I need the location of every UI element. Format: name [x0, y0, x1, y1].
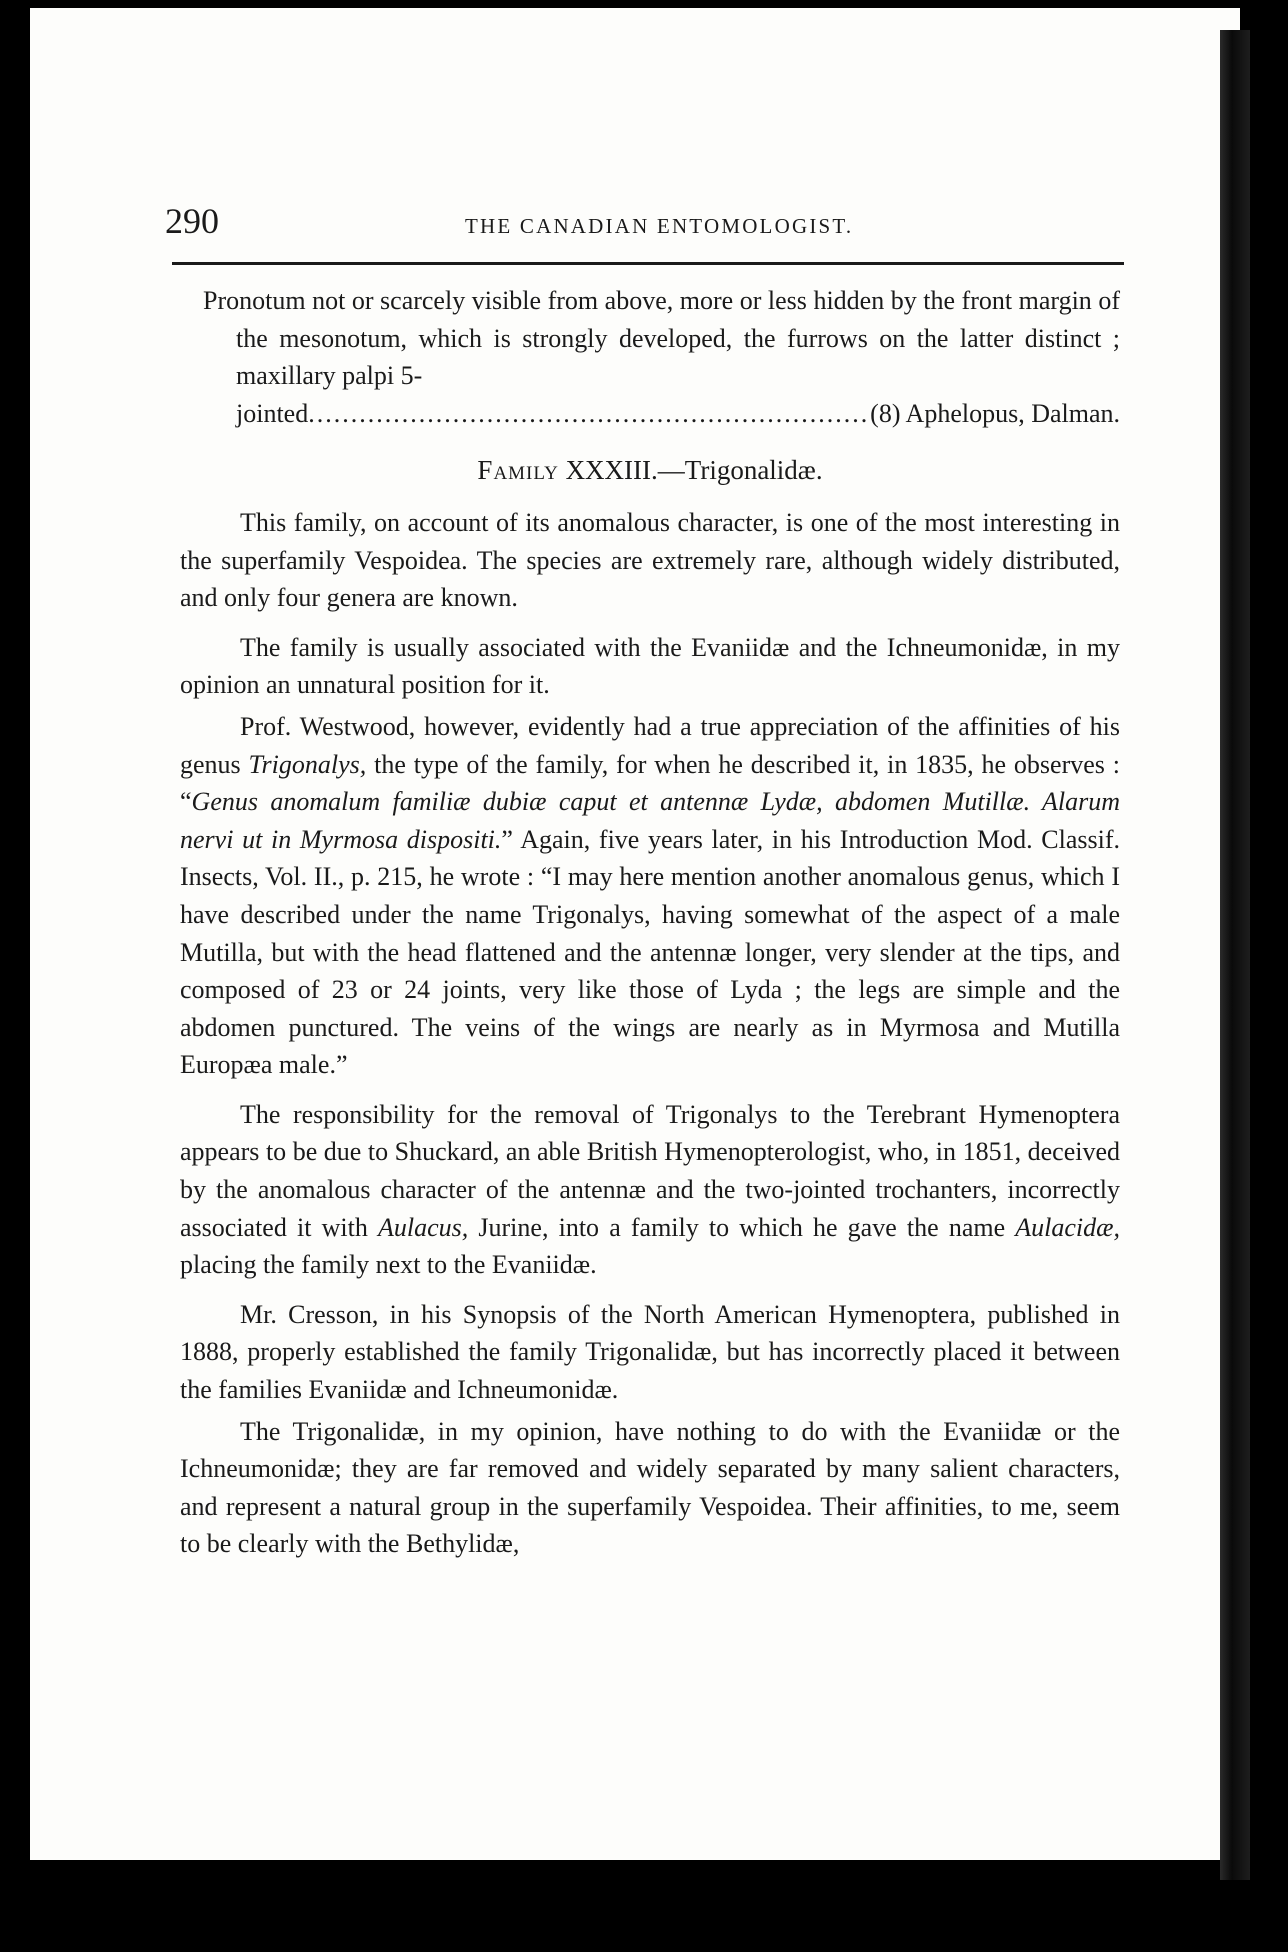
family-heading-rest: XXXIII.—Trigonalidæ.	[558, 455, 823, 486]
paragraph-4-italic-aulacus: Aulacus,	[377, 1212, 469, 1242]
page-number: 290	[165, 201, 219, 241]
paragraph-4-part-a: The responsibility for the removal of Trigonalys to the Terebrant Hymenoptera appears to be due to Shuckard, an able British Hymenopterologist, who, in 1851, deceived by the anomalous character of the antennæ and the two-jointed trochanters, incorrectly associated it with	[180, 1099, 1120, 1242]
family-heading	[180, 452, 1120, 490]
paragraph-3-part-a: Prof. Westwood, however, evidently had a true appreciation of the affinities of his genus	[180, 711, 1120, 779]
paragraph-3-latin-quote: Genus anomalum familiæ dubiæ caput et antennæ Lydæ, abdomen Mutillæ. Alarum nervi ut in Myrmosa dispositi.	[180, 787, 1120, 854]
paragraph-4-italic-aulacidae: Aulacidæ,	[1015, 1212, 1120, 1242]
paragraph-5: Mr. Cresson, in his Synopsis of the North American Hymenoptera, published in 1888, properly established the family Trigonalidæ, but has incorrectly placed it between the families Evaniidæ and Ichneumonidæ.	[180, 1299, 1120, 1405]
paragraph-6: The Trigonalidæ, in my opinion, have nothing to do with the Evaniidæ or the Ichneumonidæ; they are far removed and widely separated by many salient characters, and represent a natural group in the superfamily Vespoidea. Their affinities, to me, seem to be clearly with the Bethylidæ,	[180, 1416, 1120, 1559]
page-header	[165, 200, 1125, 250]
key-entry-result: (8) Aphelopus, Dalman.	[870, 398, 1120, 428]
header-rule	[172, 262, 1124, 265]
key-entry-result-line	[180, 395, 1120, 433]
paragraph-3-part-e: ” Again, five years later, in his Introduction Mod. Classif. Insects, Vol. II., p. 215, he wrote : “I may here mention another anomalous genus, which I have described under the name Trigonalys, having somewhat of the aspect of a male Mutilla, but with the head flattened and the antennæ longer, very slender at the tips, and composed of 23 or 24 joints, very like those of Lyda ; the legs are simple and the abdomen punctured. The veins of the wings are nearly as in Myrmosa and Mutilla Europæa male.”	[180, 824, 1120, 1080]
key-entry-text: Pronotum not or scarcely visible from above, more or less hidden by the front margin of the mesonotum, which is strongly developed, the furrows on the latter distinct ; maxillary palpi 5-	[203, 286, 1120, 391]
family-heading-prefix: Family	[477, 455, 559, 486]
dot-leader	[308, 395, 870, 433]
body-text	[180, 282, 1120, 1575]
paragraph-2: The family is usually associated with the Evaniidæ and the Ichneumonidæ, in my opinion an unnatural position for it.	[180, 632, 1120, 700]
paragraph-4-part-c: Jurine, into a family to which he gave the name	[468, 1212, 1016, 1242]
page-edge-shadow	[1220, 30, 1250, 1880]
key-entry	[180, 282, 1120, 395]
paragraph-4-part-e: placing the family next to the Evaniidæ.	[180, 1250, 597, 1280]
paragraph-3	[180, 708, 1120, 1084]
paragraph-3-italic-genus: Trigonalys,	[248, 749, 367, 779]
key-entry-last-word: jointed	[236, 398, 309, 428]
paragraph-4	[180, 1096, 1120, 1284]
running-head: THE CANADIAN ENTOMOLOGIST.	[465, 214, 854, 238]
paragraph-3-part-c: the type of the family, for when he described it, in 1835, he observes : “	[180, 749, 1120, 817]
paragraph-1: This family, on account of its anomalous character, is one of the most interesting in the superfamily Vespoidea. The species are extremely rare, although widely distributed, and only four genera are known.	[180, 507, 1120, 613]
